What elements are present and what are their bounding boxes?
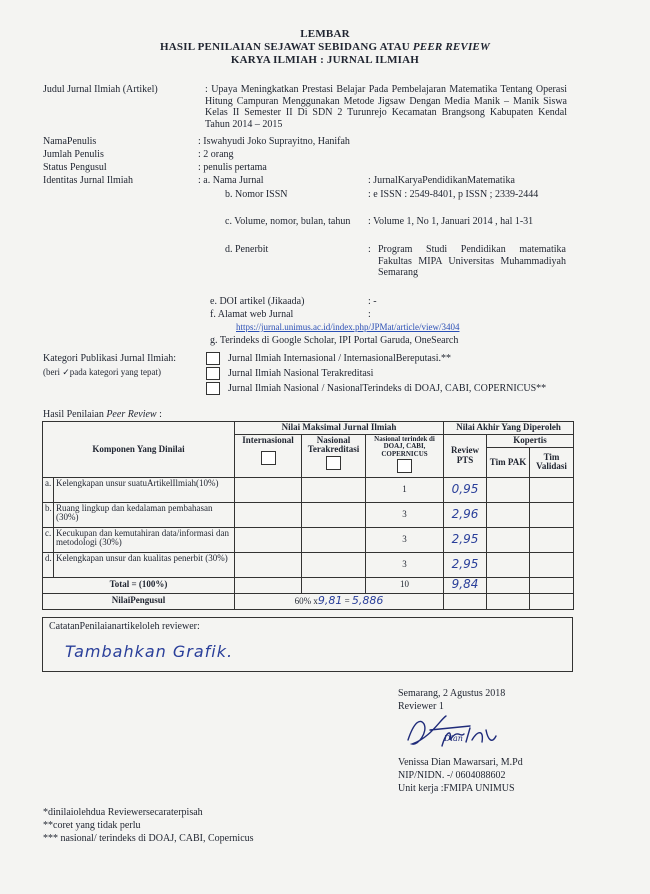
row-letter: c. <box>43 527 54 552</box>
total-row <box>43 577 574 593</box>
item-g-label: g. Terindeks di Google Scholar, IPI Portal Garuda, OneSearch <box>210 335 459 346</box>
nilai-pengusul-row <box>43 593 574 609</box>
reviewer-name: Venissa Dian Mawarsari, M.Pd <box>398 757 523 768</box>
reviewer-role: Reviewer 1 <box>398 701 444 712</box>
item-d-label: d. Penerbit <box>225 244 269 255</box>
table-row <box>43 477 574 502</box>
item-d-colon: : <box>368 244 371 255</box>
kategori-internasional-checkbox[interactable] <box>206 352 220 365</box>
catatan-label: CatatanPenilaianartikeloleh reviewer: <box>49 621 200 632</box>
nilai-pengusul-label: NilaiPengusul <box>43 593 235 609</box>
footnote-1: *dinilaiolehdua Reviewersecaraterpisah <box>43 807 203 818</box>
kategori-sublabel: (beri ✓pada kategori yang tepat) <box>43 367 161 377</box>
total-max: 10 <box>366 577 444 593</box>
kategori-label: Kategori Publikasi Jurnal Ilmiah: <box>43 353 177 364</box>
title-lembar: LEMBAR <box>300 28 350 40</box>
journal-url-link[interactable]: https://jurnal.unimus.ac.id/index.php/JPMat/article/view/3404 <box>236 322 460 332</box>
item-a-label: : a. Nama Jurnal <box>198 175 264 186</box>
item-e-label: e. DOI artikel (Jikaada) <box>210 296 305 307</box>
row-component: Ruang lingkup dan kedalaman pembahasan (30%) <box>54 502 235 527</box>
row-component: Kecukupan dan kemutahiran data/informasi dan metodologi (30%) <box>54 527 235 552</box>
title-hasil-penilaian: HASIL PENILAIAN SEJAWAT SEBIDANG ATAU PEER REVIEW <box>160 41 490 53</box>
row-max-value: 1 <box>366 477 444 502</box>
col-nasional-terakreditasi: Nasional Terakreditasi <box>302 434 366 477</box>
total-label: Total = (100%) <box>43 577 235 593</box>
item-c-label: c. Volume, nomor, bulan, tahun <box>225 216 351 227</box>
penulis-value: : Iswahyudi Joko Suprayitno, Hanifah <box>198 136 350 147</box>
hasil-penilaian-label: Hasil Penilaian Peer Review : <box>43 409 162 420</box>
row-max-value: 3 <box>366 502 444 527</box>
total-review-score: 9,84 <box>444 577 487 593</box>
table-row <box>43 502 574 527</box>
catatan-note: Tambahkan Grafik. <box>65 642 234 661</box>
review-table <box>42 421 574 610</box>
item-b-label: b. Nomor ISSN <box>225 189 288 200</box>
kategori-option-terindeks: Jurnal Ilmiah Nasional / NasionalTerindeks di DOAJ, CABI, COPERNICUS** <box>228 383 547 394</box>
svg-text:Dian: Dian <box>444 734 463 743</box>
nilai-maksimal-header: Nilai Maksimal Jurnal Ilmiah <box>235 422 444 435</box>
kategori-option-internasional: Jurnal Ilmiah Internasional / InternasionalBereputasi.** <box>228 353 451 364</box>
identitas-label: Identitas Jurnal Ilmiah <box>43 175 133 186</box>
col-tim-pak: Tim PAK <box>487 448 530 477</box>
row-review-score: 2,95 <box>444 552 487 577</box>
row-review-score: 2,96 <box>444 502 487 527</box>
row-max-value: 3 <box>366 527 444 552</box>
item-a-value: : JurnalKaryaPendidikanMatematika <box>368 175 515 186</box>
row-review-score: 0,95 <box>444 477 487 502</box>
footnote-2: **coret yang tidak perlu <box>43 820 141 831</box>
row-review-score: 2,95 <box>444 527 487 552</box>
terindeks-checkbox[interactable] <box>397 459 412 473</box>
row-component: Kelengkapan unsur suatuArtikelIlmiah(10%) <box>54 477 235 502</box>
judul-value: : Upaya Meningkatkan Prestasi Belajar Pada Pembelajaran Matematika Tentang Operasi Hitung Campuran Menggunakan Metode Jigsaw Dengan Media Manik – Manik Siswa Kelas II Semester II Di SDN 2 Turunrejo Kecamatan Brangsong Kabupaten Kendal Tahun 2014 – 2015 <box>205 84 567 130</box>
item-e-value: : - <box>368 296 377 307</box>
col-tim-validasi: Tim Validasi <box>530 448 574 477</box>
item-f-label: f. Alamat web Jurnal <box>210 309 294 320</box>
item-d-value: Program Studi Pendidikan matematika Fakultas MIPA Universitas Muhammadiyah Semarang <box>378 244 566 278</box>
kategori-terakreditasi-checkbox[interactable] <box>206 367 220 380</box>
item-c-value: : Volume 1, No 1, Januari 2014 , hal 1-31 <box>368 216 534 227</box>
footnote-3: *** nasional/ terindeks di DOAJ, CABI, Copernicus <box>43 833 254 844</box>
nilai-akhir-header: Nilai Akhir Yang Diperoleh <box>444 422 574 435</box>
reviewer-unit: Unit kerja :FMIPA UNIMUS <box>398 783 515 794</box>
row-letter: a. <box>43 477 54 502</box>
penulis-label: NamaPenulis <box>43 136 97 147</box>
col-review-pts: Review PTS <box>444 434 487 477</box>
jumlah-value: : 2 orang <box>198 149 234 160</box>
row-letter: d. <box>43 552 54 577</box>
signature-image <box>400 710 500 754</box>
col-nasional-terindeks: Nasional terindek di DOAJ, CABI, COPERNICUS <box>366 434 444 477</box>
status-label: Status Pengusul <box>43 162 107 173</box>
komponen-header: Komponen Yang Dinilai <box>43 422 235 478</box>
judul-label: Judul Jurnal Ilmiah (Artikel) <box>43 84 158 95</box>
row-component: Kelengkapan unsur dan kualitas penerbit (30%) <box>54 552 235 577</box>
item-b-value: : e ISSN : 2549-8401, p ISSN ; 2339-2444 <box>368 189 539 200</box>
title-karya-ilmiah: KARYA ILMIAH : JURNAL ILMIAH <box>230 54 420 66</box>
col-kopertis: Kopertis <box>487 434 574 448</box>
nilai-pengusul-formula: 60% x9,81 = 5,886 <box>235 593 444 609</box>
table-row <box>43 527 574 552</box>
nasional-checkbox[interactable] <box>326 456 341 470</box>
kategori-terindeks-checkbox[interactable] <box>206 382 220 395</box>
reviewer-nip: NIP/NIDN. -/ 0604088602 <box>398 770 506 781</box>
col-internasional: Internasional <box>235 434 302 477</box>
place-date: Semarang, 2 Agustus 2018 <box>398 688 506 699</box>
table-row <box>43 552 574 577</box>
jumlah-label: Jumlah Penulis <box>43 149 104 160</box>
item-f-colon: : <box>368 309 371 320</box>
kategori-option-terakreditasi: Jurnal Ilmiah Nasional Terakreditasi <box>228 368 374 379</box>
row-max-value: 3 <box>366 552 444 577</box>
catatan-box <box>42 617 573 672</box>
internasional-checkbox[interactable] <box>261 451 276 465</box>
status-value: : penulis pertama <box>198 162 267 173</box>
row-letter: b. <box>43 502 54 527</box>
